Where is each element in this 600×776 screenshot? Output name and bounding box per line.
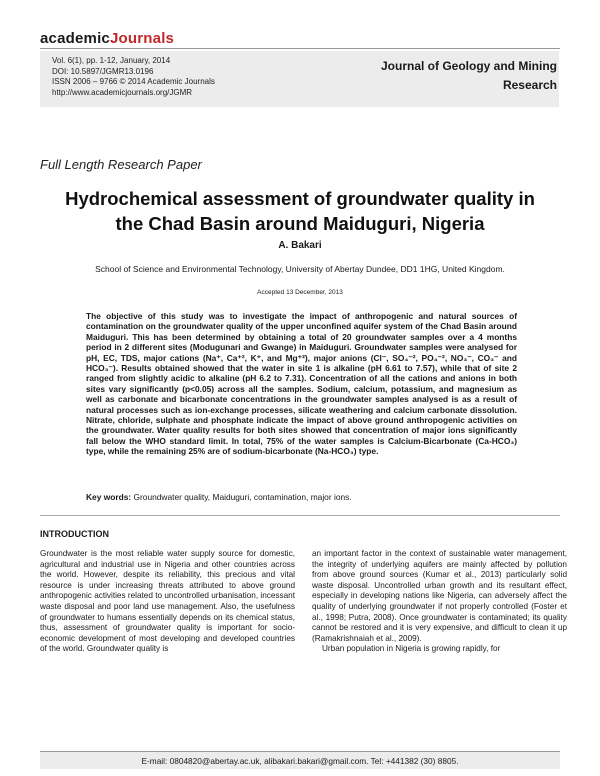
- section-heading-introduction: INTRODUCTION: [40, 529, 109, 539]
- journal-name: [381, 57, 557, 95]
- intro-paragraph-1: Groundwater is the most reliable water supply source for domestic, agricultural and industrial use in Nigeria and other countries across the world. However, despite its reliability, this precious and vital resource is under increasing threats attributed to above ground anthropogenic activities related to uncontrolled urbanisation, incessant waste disposal and poor land use management. Also, the usefulness of groundwater to humans essentially depends on its chemical status, thus, assessment of groundwater quality is important for socio-economic development of most developing and developed countries of the world. Groundwater quality is: [40, 549, 295, 654]
- journal-url: http://www.academicjournals.org/JGMR: [52, 87, 193, 97]
- accepted-date: Accepted 13 December, 2013: [257, 289, 343, 296]
- keywords-label: Key words:: [86, 492, 132, 502]
- journal-name-line2: Research: [502, 78, 557, 92]
- article-type: Full Length Research Paper: [40, 157, 202, 172]
- body-column-left: [40, 549, 295, 655]
- publisher-logo: [40, 30, 174, 47]
- author: A. Bakari: [278, 240, 322, 251]
- issn-line: ISSN 2006 – 9766 © 2014 Academic Journals: [52, 77, 215, 86]
- section-divider: [40, 515, 560, 516]
- intro-paragraph-1-cont: an important factor in the context of sustainable water management, the integrity of underlying aquifers are mainly affected by pollution from above ground sources (Kumar et al., 2013) particularly solid waste disposal. Uncontrolled urban growth and its resultant effect, especially in developing nations like Nigeria, can adversely affect the quality of underlying groundwater if not properly controlled (Foster et al., 1998; Putra, 2008). Once groundwater is contaminated; its quality cannot be restored and it is very expensive, and difficult to clean it up (Ramakrishnaiah et al., 2009).: [312, 549, 567, 643]
- keywords: [86, 492, 517, 502]
- paper-title: [40, 186, 560, 236]
- volume-line: Vol. 6(1), pp. 1-12, January, 2014: [52, 56, 171, 65]
- paper-title-line1: Hydrochemical assessment of groundwater quality in: [65, 188, 535, 209]
- journal-name-line1: Journal of Geology and Mining: [381, 59, 557, 73]
- intro-paragraph-2: Urban population in Nigeria is growing rapidly, for: [322, 644, 501, 654]
- paper-title-line2: the Chad Basin around Maiduguri, Nigeria: [115, 213, 485, 234]
- article-metadata: [52, 56, 215, 98]
- header-divider: [40, 48, 560, 49]
- doi-line: DOI: 10.5897/JGMR13.0196: [52, 66, 154, 76]
- logo-text-academic: academic: [40, 30, 110, 47]
- keywords-list: Groundwater quality, Maiduguri, contamination, major ions.: [131, 492, 352, 502]
- logo-text-journals: Journals: [109, 30, 175, 47]
- body-column-right: [312, 549, 567, 655]
- corresponding-author-contact: E-mail: 0804820@abertay.ac.uk, alibakari.bakari@gmail.com. Tel: +441382 (30) 8805.: [141, 756, 459, 766]
- affiliation: School of Science and Environmental Technology, University of Abertay Dundee, DD1 1HG, United Kingdom.: [95, 264, 505, 274]
- abstract: The objective of this study was to investigate the impact of anthropogenic and natural sources of contamination on the groundwater quality of the upper unconfined aquifer system of the Chad Basin around Maiduguri. This has been determined by obtaining a total of 20 groundwater samples over a 4 months period in 2 different sites (Modugunari and Gwange) in Maiduguri. Groundwater samples were analysed for pH, EC, TDS, major cations (Na⁺, Ca⁺², K⁺, and Mg⁺²), major anions (Cl⁻, SO₄⁻², PO₄⁻², NO₃⁻, CO₃⁻ and HCO₃⁻). Results obtained showed that the water in site 1 is alkaline (pH 6.61 to 7.57), while that of site 2 ranged from slightly acidic to alkaline (pH 6.2 to 7.31). Concentration of all the cations and anions in both sites vary significantly (p<0.05) across all the samples. Sodium, calcium, potassium, and magnesium as well as carbonate and bicarbonate concentrations in the groundwater samples analysed is as a result of natural processes such as ion-exchange processes, silicate weathering and calcium carbonate dissolution. Nitrate, chloride, sulphate and phosphate indicate the impact of above ground anthropogenic activities on the groundwater. Water quality results for both sites showed that concentration of major ions significantly fall below the WHO standard limit. In total, 75% of the water samples is Calcium-Bicarbonate (Ca-HCO₃) type, while the remaining 25% are of sodium-bicarbonate (Na-HCO₃) type.: [86, 311, 517, 457]
